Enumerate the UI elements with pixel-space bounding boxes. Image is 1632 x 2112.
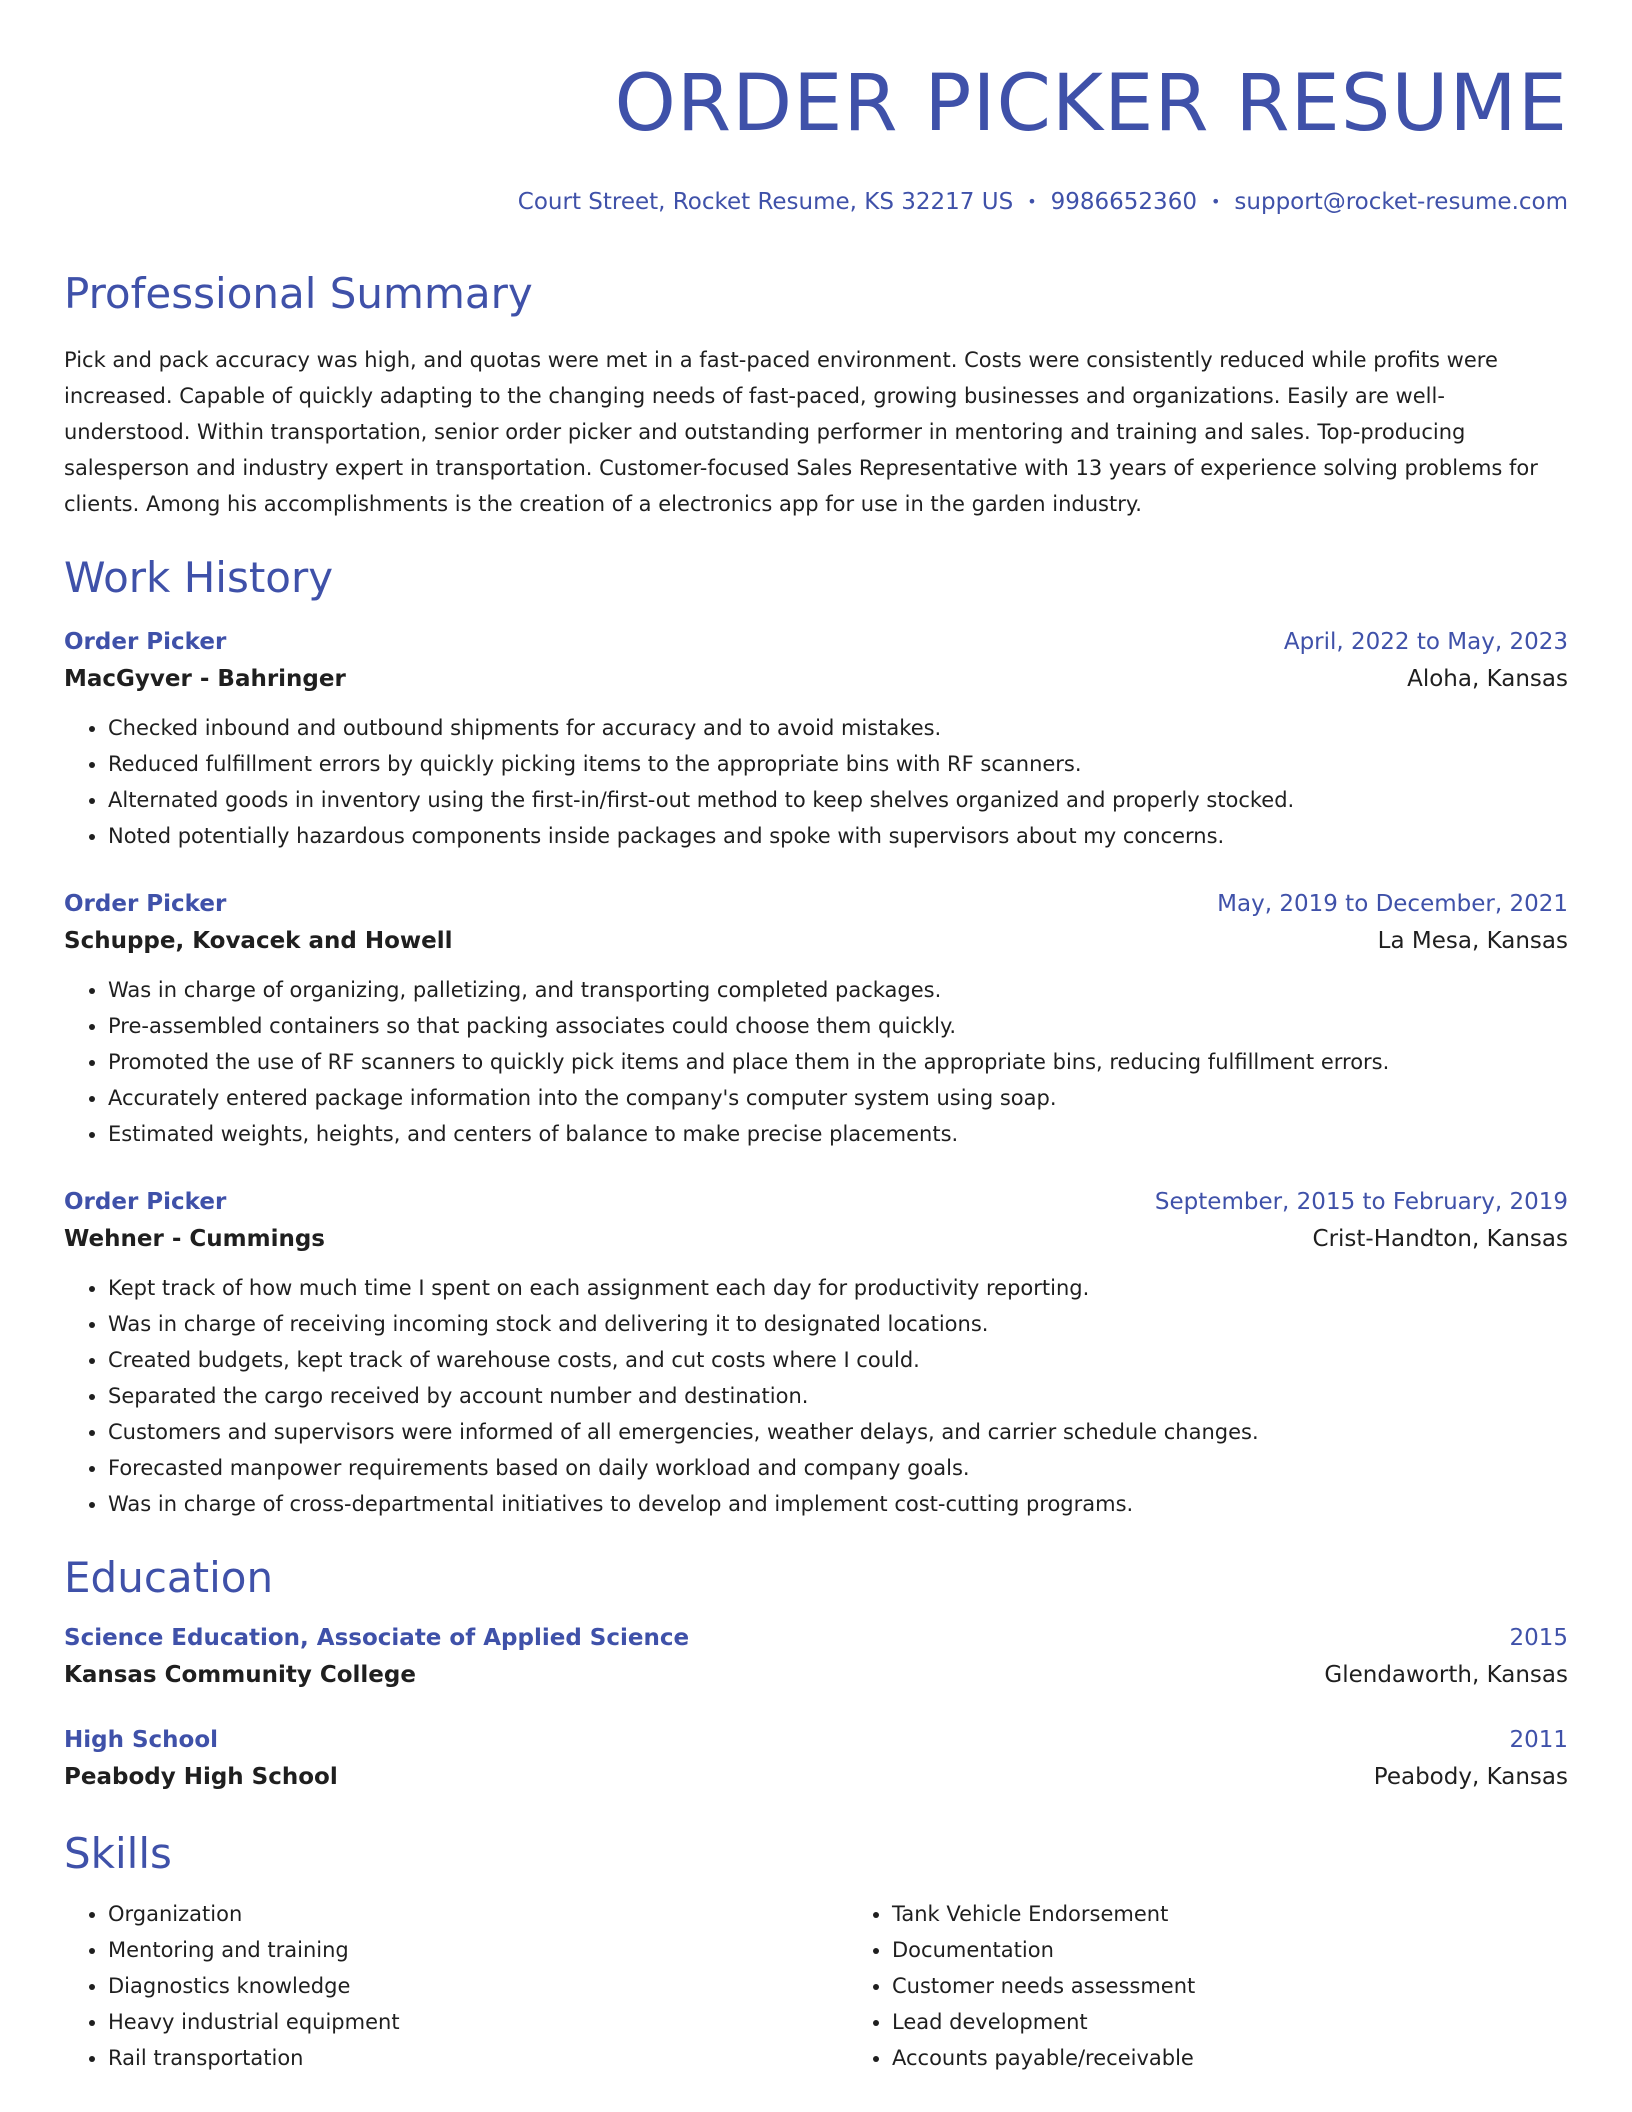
skill-item: • Heavy industrial equipment bbox=[108, 2004, 848, 2040]
resume-title: ORDER PICKER RESUME bbox=[614, 59, 1568, 149]
skill-item: • Documentation bbox=[892, 1932, 1195, 1968]
education-location: Glendaworth, Kansas bbox=[1324, 1662, 1568, 1688]
job-bullets bbox=[64, 1270, 1568, 1522]
skill-item: • Mentoring and training bbox=[108, 1932, 848, 1968]
job-bullet: • Created budgets, kept track of warehouse costs, and cut costs where I could. bbox=[108, 1342, 1568, 1378]
job-bullet: • Alternated goods in inventory using the first-in/first-out method to keep shelves organized and properly stocked. bbox=[108, 782, 1568, 818]
job-role: Order Picker bbox=[64, 891, 227, 917]
job-bullets bbox=[64, 972, 1568, 1152]
job-entry bbox=[64, 1184, 1568, 1522]
contact-phone: 9986652360 bbox=[1050, 189, 1197, 215]
education-degree: Science Education, Associate of Applied Science bbox=[64, 1625, 690, 1651]
job-bullet: • Reduced fulfillment errors by quickly picking items to the appropriate bins with RF scanners. bbox=[108, 746, 1568, 782]
job-entry bbox=[64, 886, 1568, 1152]
job-entry bbox=[64, 624, 1568, 854]
job-location: Aloha, Kansas bbox=[1407, 666, 1568, 692]
job-bullet: • Was in charge of organizing, palletizing, and transporting completed packages. bbox=[108, 972, 1568, 1008]
job-bullet: • Was in charge of receiving incoming stock and delivering it to designated locations. bbox=[108, 1306, 1568, 1342]
job-dates: April, 2022 to May, 2023 bbox=[1283, 629, 1568, 655]
skill-item: • Rail transportation bbox=[108, 2040, 848, 2076]
skill-item: • Organization bbox=[108, 1896, 848, 1932]
job-bullet: • Promoted the use of RF scanners to quickly pick items and place them in the appropriate bins, reducing fulfillment errors. bbox=[108, 1044, 1568, 1080]
education-entry bbox=[64, 1620, 1568, 1694]
skills-list bbox=[64, 1896, 1568, 2076]
separator-dot: • bbox=[1027, 192, 1037, 211]
job-location: Crist-Handton, Kansas bbox=[1312, 1226, 1568, 1252]
job-bullet: • Pre-assembled containers so that packing associates could choose them quickly. bbox=[108, 1008, 1568, 1044]
job-bullet: • Estimated weights, heights, and centers of balance to make precise placements. bbox=[108, 1116, 1568, 1152]
skills-heading: Skills bbox=[64, 1829, 172, 1878]
skill-item: • Customer needs assessment bbox=[892, 1968, 1195, 2004]
skill-item: • Tank Vehicle Endorsement bbox=[892, 1896, 1195, 1932]
job-bullet: • Forecasted manpower requirements based on daily workload and company goals. bbox=[108, 1450, 1568, 1486]
skills-column-right bbox=[848, 1896, 1195, 2076]
job-bullet: • Separated the cargo received by account number and destination. bbox=[108, 1378, 1568, 1414]
job-bullet: • Kept track of how much time I spent on each assignment each day for productivity reporting. bbox=[108, 1270, 1568, 1306]
skill-item: • Lead development bbox=[892, 2004, 1195, 2040]
education-heading: Education bbox=[64, 1553, 274, 1602]
job-company: Schuppe, Kovacek and Howell bbox=[64, 928, 453, 954]
job-dates: September, 2015 to February, 2019 bbox=[1154, 1189, 1568, 1215]
job-bullets bbox=[64, 710, 1568, 854]
work-history-heading: Work History bbox=[64, 553, 334, 602]
education-school: Kansas Community College bbox=[64, 1662, 416, 1688]
contact-line bbox=[64, 186, 1568, 218]
separator-dot: • bbox=[1210, 192, 1221, 211]
job-bullet: • Customers and supervisors were informed of all emergencies, weather delays, and carrier schedule changes. bbox=[108, 1414, 1568, 1450]
job-location: La Mesa, Kansas bbox=[1377, 928, 1568, 954]
education-year: 2011 bbox=[1509, 1727, 1568, 1753]
job-role: Order Picker bbox=[64, 1189, 227, 1215]
job-bullet: • Checked inbound and outbound shipments for accuracy and to avoid mistakes. bbox=[108, 710, 1568, 746]
education-location: Peabody, Kansas bbox=[1373, 1764, 1568, 1790]
job-role: Order Picker bbox=[64, 629, 227, 655]
job-company: MacGyver - Bahringer bbox=[64, 666, 346, 692]
job-dates: May, 2019 to December, 2021 bbox=[1217, 891, 1568, 917]
skill-item: • Diagnostics knowledge bbox=[108, 1968, 848, 2004]
job-bullet: • Was in charge of cross-departmental initiatives to develop and implement cost-cutting programs. bbox=[108, 1486, 1568, 1522]
education-year: 2015 bbox=[1509, 1625, 1568, 1651]
job-bullet: • Accurately entered package information into the company's computer system using soap. bbox=[108, 1080, 1568, 1116]
contact-email: support@rocket-resume.com bbox=[1234, 189, 1568, 215]
education-entry bbox=[64, 1722, 1568, 1796]
summary-text: Pick and pack accuracy was high, and quotas were met in a fast-paced environment. Costs were consistently reduced while profits were increased. Capable of quickly adapting to the changing needs of fast-paced, growing businesses and organizations. Easily are well-understood. Within transportation, senior order picker and outstanding performer in mentoring and training and sales. Top-producing salesperson and industry expert in transportation. Customer-focused Sales Representative with 13 years of experience solving problems for clients. Among his accomplishments is the creation of a electronics app for use in the garden industry. bbox=[64, 348, 1538, 516]
education-school: Peabody High School bbox=[64, 1764, 338, 1790]
skills-column-left bbox=[64, 1896, 848, 2076]
job-company: Wehner - Cummings bbox=[64, 1226, 325, 1252]
skill-item: • Accounts payable/receivable bbox=[892, 2040, 1195, 2076]
education-degree: High School bbox=[64, 1727, 219, 1753]
contact-address: Court Street, Rocket Resume, KS 32217 US bbox=[517, 189, 1014, 215]
summary-heading: Professional Summary bbox=[64, 269, 533, 318]
job-bullet: • Noted potentially hazardous components inside packages and spoke with supervisors about my concerns. bbox=[108, 818, 1568, 854]
